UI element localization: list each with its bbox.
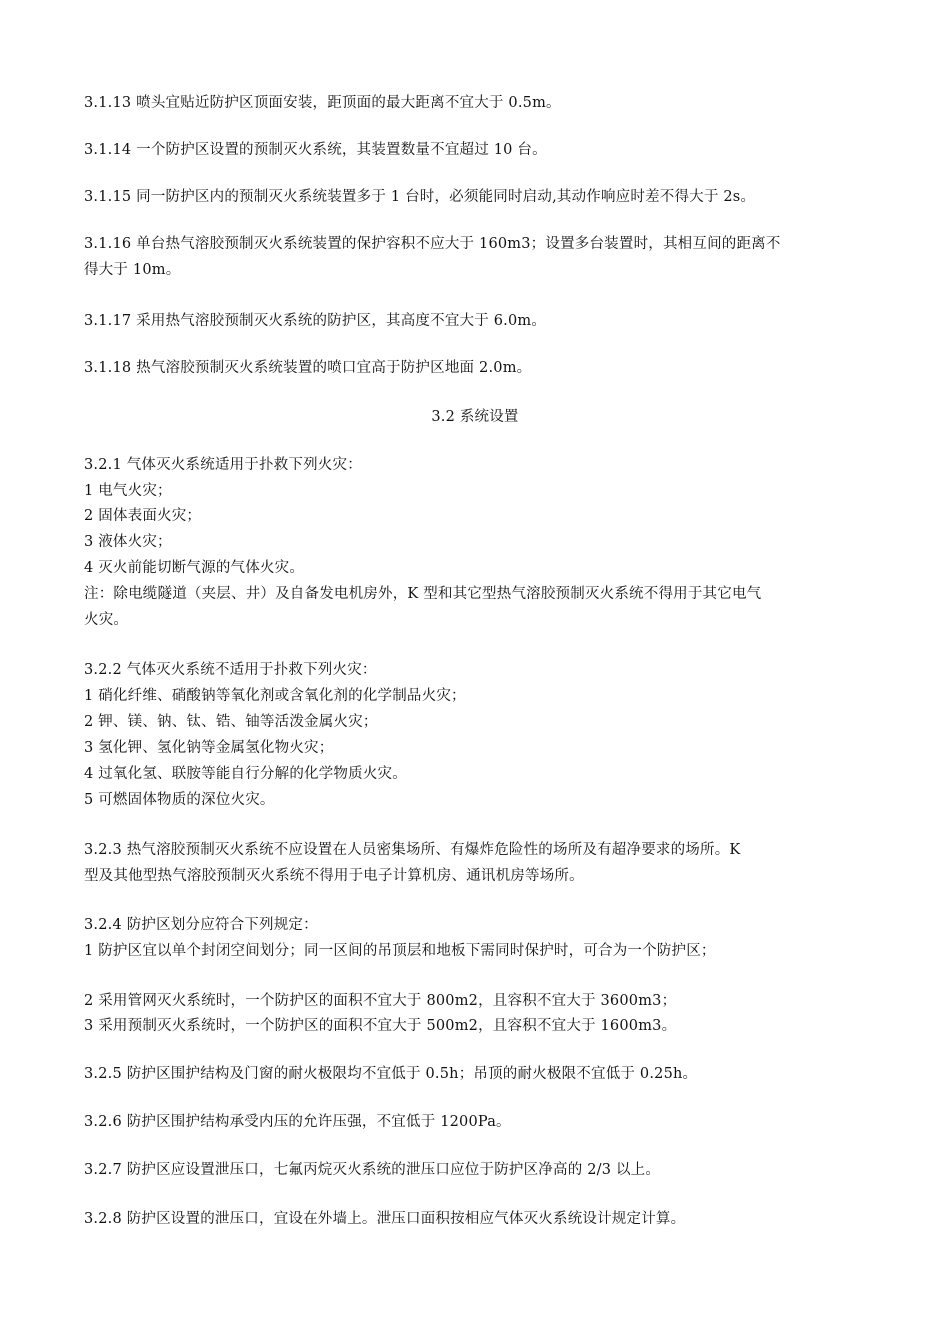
clause-3-2-7: 3.2.7 防护区应设置泄压口，七氟丙烷灭火系统的泄压口应位于防护区净高的 2/3 以上。: [84, 1162, 661, 1178]
list-item: 2 钾、镁、钠、钛、锆、铀等活泼金属火灾；: [84, 714, 378, 730]
section-heading: 3.2 系统设置: [431, 409, 519, 425]
clause-3-2-2: 3.2.2 气体灭火系统不适用于扑救下列火灾：: [84, 662, 377, 678]
clause-3-1-16: 3.1.16 单台热气溶胶预制灭火系统装置的保护容积不应大于 160m3；设置多台装置时，其相互间的距离不: [84, 236, 781, 252]
clause-3-1-13: 3.1.13 喷头宜贴近防护区顶面安装，距顶面的最大距离不宜大于 0.5m。: [84, 95, 561, 111]
clause-3-2-1: 3.2.1 气体灭火系统适用于扑救下列火灾：: [84, 457, 362, 473]
list-item: 5 可燃固体物质的深位火灾。: [84, 792, 275, 808]
clause-3-1-17: 3.1.17 采用热气溶胶预制灭火系统的防护区，其高度不宜大于 6.0m。: [84, 313, 547, 329]
clause-3-2-5: 3.2.5 防护区围护结构及门窗的耐火极限均不宜低于 0.5h；吊顶的耐火极限不宜低于 0.25h。: [84, 1066, 698, 1082]
list-item: 1 电气火灾；: [84, 483, 172, 499]
list-item: 1 防护区宜以单个封闭空间划分；同一区间的吊顶层和地板下需同时保护时，可合为一个防护区；: [84, 943, 716, 959]
list-item: 2 固体表面火灾；: [84, 508, 202, 524]
clause-3-1-14: 3.1.14 一个防护区设置的预制灭火系统，其装置数量不宜超过 10 台。: [84, 142, 547, 158]
clause-3-2-3: 3.2.3 热气溶胶预制灭火系统不应设置在人员密集场所、有爆炸危险性的场所及有超净要求的场所。K: [84, 842, 741, 858]
clause-3-2-6: 3.2.6 防护区围护结构承受内压的允许压强，不宜低于 1200Pa。: [84, 1114, 511, 1130]
clause-3-1-18: 3.1.18 热气溶胶预制灭火系统装置的喷口宜高于防护区地面 2.0m。: [84, 360, 532, 376]
list-item: 1 硝化纤维、硝酸钠等氧化剂或含氧化剂的化学制品火灾；: [84, 688, 466, 704]
list-item: 2 采用管网灭火系统时，一个防护区的面积不宜大于 800m2，且容积不宜大于 3600m3；: [84, 993, 677, 1009]
list-item: 3 氢化钾、氢化钠等金属氢化物火灾；: [84, 740, 334, 756]
clause-3-1-16-cont: 得大于 10m。: [84, 262, 181, 278]
list-item: 3 液体火灾；: [84, 534, 172, 550]
list-item: 4 过氧化氢、联胺等能自行分解的化学物质火灾。: [84, 766, 407, 782]
note-cont: 火灾。: [84, 612, 129, 628]
list-item: 3 采用预制灭火系统时，一个防护区的面积不宜大于 500m2，且容积不宜大于 1600m3。: [84, 1018, 677, 1034]
clause-3-2-3-cont: 型及其他型热气溶胶预制灭火系统不得用于电子计算机房、通讯机房等场所。: [84, 868, 584, 884]
note: 注：除电缆隧道（夹层、井）及自备发电机房外，K 型和其它型热气溶胶预制灭火系统不得用于其它电气: [84, 586, 762, 602]
clause-3-2-4: 3.2.4 防护区划分应符合下列规定：: [84, 917, 318, 933]
clause-3-2-8: 3.2.8 防护区设置的泄压口，宜设在外墙上。泄压口面积按相应气体灭火系统设计规定计算。: [84, 1211, 686, 1227]
clause-3-1-15: 3.1.15 同一防护区内的预制灭火系统装置多于 1 台时，必须能同时启动,其动作响应时差不得大于 2s。: [84, 189, 756, 205]
list-item: 4 灭火前能切断气源的气体火灾。: [84, 560, 305, 576]
